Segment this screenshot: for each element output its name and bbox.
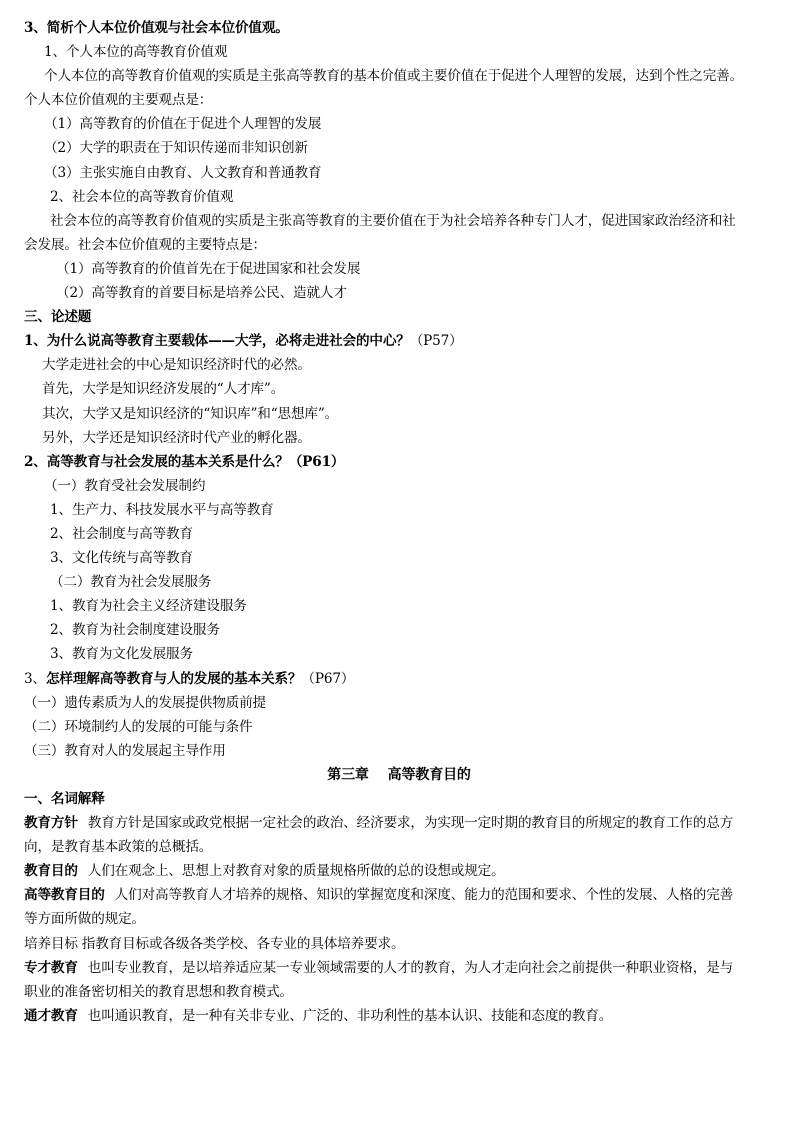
list-item: 2、教育为社会制度建设服务	[50, 622, 220, 639]
paragraph-individual-value-cont: 个人本位价值观的主要观点是：	[24, 92, 213, 109]
term-definition	[24, 811, 774, 835]
term-text: 也叫专业教育，是以培养适应某一专业领域需要的人才的教育，为人才走向社会之前提供一种职业资格，是与	[87, 959, 734, 976]
list-item: 1、生产力、科技发展水平与高等教育	[50, 501, 274, 518]
term-text: 人们在观念上、思想上对教育对象的质量规格所做的总的设想或规定。	[87, 863, 505, 880]
term-name: 教育方针	[24, 815, 78, 832]
document-page	[24, 16, 774, 1028]
term-definition	[24, 932, 774, 956]
answer-line: 其次，大学又是知识经济的“知识库”和“思想库”。	[42, 405, 339, 422]
part-heading: （二）教育为社会发展服务	[50, 574, 212, 591]
list-item: 3、教育为文化发展服务	[50, 646, 193, 663]
term-text: 人们对高等教育人才培养的规格、知识的掌握宽度和深度、能力的范围和要求、个性的发展、人格的完善	[114, 887, 734, 904]
term-name: 培养目标	[24, 935, 78, 952]
list-item: 3、文化传统与高等教育	[50, 550, 193, 567]
answer-line: 另外，大学还是知识经济时代产业的孵化器。	[42, 429, 311, 446]
paragraph-social-value-cont: 会发展。社会本位价值观的主要特点是：	[24, 236, 266, 253]
list-item: （1）高等教育的价值在于促进个人理智的发展	[44, 116, 322, 133]
answer-line: 大学走进社会的中心是知识经济时代的必然。	[42, 357, 311, 374]
list-item: （一）遗传素质为人的发展提供物质前提	[24, 694, 266, 711]
section-heading-essay: 三、论述题	[24, 309, 92, 326]
page-reference: （P67）	[301, 670, 355, 687]
essay-question-3	[24, 667, 774, 691]
subheading-social-value: 2、社会本位的高等教育价值观	[50, 188, 234, 205]
term-name: 通才教育	[24, 1007, 78, 1024]
list-item: （1）高等教育的价值首先在于促进国家和社会发展	[56, 260, 361, 277]
part-heading: （一）教育受社会发展制约	[44, 477, 206, 494]
chapter-title: 第三章 高等教育目的	[327, 766, 471, 783]
list-item: （三）教育对人的发展起主导作用	[24, 742, 226, 759]
question-title-3: 3、简析个人本位价值观与社会本位价值观。	[24, 20, 289, 36]
list-item: （二）环境制约人的发展的可能与条件	[24, 718, 253, 735]
list-item: （2）大学的职责在于知识传递而非知识创新	[44, 140, 308, 157]
term-text: 指教育目标或各级各类学校、各专业的具体培养要求。	[81, 935, 405, 952]
term-text: 也叫通识教育，是一种有关非专业、广泛的、非功利性的基本认识、技能和态度的教育。	[87, 1007, 613, 1024]
essay-question-1-title: 1、为什么说高等教育主要载体——大学，必将走进社会的中心？	[24, 333, 410, 350]
term-name: 专才教育	[24, 959, 78, 976]
essay-question-3-title: 怎样理解高等教育与人的发展的基本关系？	[45, 670, 302, 687]
section-heading-terms: 一、名词解释	[24, 791, 105, 807]
term-definition	[24, 859, 774, 883]
list-item: （2）高等教育的首要目标是培养公民、造就人才	[56, 285, 347, 302]
term-text-cont: 向，是教育基本政策的总概括。	[24, 839, 213, 856]
essay-question-2-title: 2、高等教育与社会发展的基本关系是什么？（P61）	[24, 453, 345, 470]
term-definition	[24, 956, 774, 980]
term-text-cont: 职业的准备密切相关的教育思想和教育模式。	[24, 983, 293, 1000]
list-item: 1、教育为社会主义经济建设服务	[50, 598, 247, 615]
answer-line: 首先，大学是知识经济发展的“人才库”。	[42, 381, 285, 398]
term-text-cont: 等方面所做的规定。	[24, 911, 145, 928]
term-name: 高等教育目的	[24, 887, 105, 904]
list-item: （3）主张实施自由教育、人文教育和普通教育	[44, 164, 322, 181]
term-definition	[24, 883, 774, 907]
page-reference: （P57）	[409, 333, 463, 350]
list-item: 2、社会制度与高等教育	[50, 525, 193, 542]
term-definition	[24, 1004, 774, 1028]
subheading-individual-value: 1、个人本位的高等教育价值观	[44, 44, 228, 61]
term-text: 教育方针是国家或政党根据一定社会的政治、经济要求，为实现一定时期的教育目的所规定的教育工作的总方	[87, 815, 734, 832]
essay-question-1	[24, 329, 774, 353]
paragraph-social-value: 社会本位的高等教育价值观的实质是主张高等教育的主要价值在于为社会培养各种专门人才，促进国家政治经济和社	[50, 212, 736, 229]
term-name: 教育目的	[24, 863, 78, 880]
paragraph-individual-value: 个人本位的高等教育价值观的实质是主张高等教育的基本价值或主要价值在于促进个人理智的发展，达到个性之完善。	[44, 68, 744, 85]
essay-question-3-number: 3、	[24, 670, 46, 687]
